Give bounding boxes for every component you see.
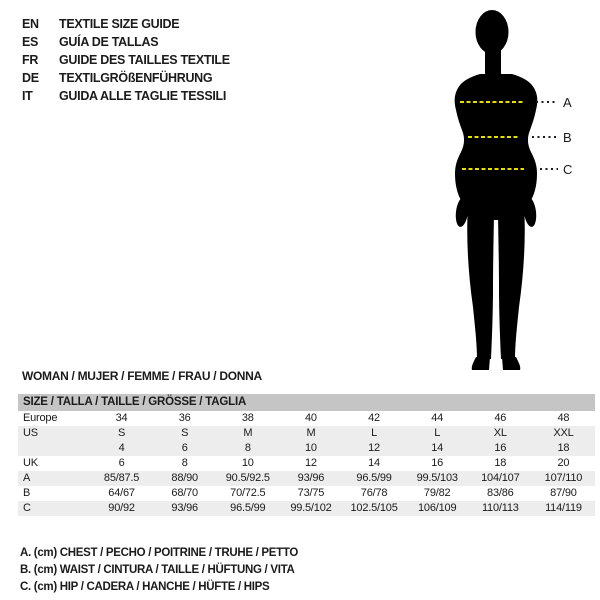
size-cell: L [371,427,378,439]
language-row [22,87,230,105]
silhouette-right-leg [498,202,525,359]
table-row-chest [18,471,595,486]
language-list [22,15,230,105]
size-cell: L [434,427,441,439]
size-cell: 44 [431,412,444,424]
size-cell: 10 [305,442,317,454]
size-cell: 34 [115,412,128,424]
language-label: GUIDA ALLE TAGLIE TESSILI [59,89,227,103]
table-row-us-letters [18,426,595,441]
size-cell: 68/70 [171,487,198,499]
row-label: UK [23,457,38,469]
language-code: EN [22,17,39,31]
size-cell: 73/75 [297,487,325,499]
size-cell: 93/96 [297,472,325,484]
language-code: IT [22,89,33,103]
size-cell: XL [493,427,507,439]
language-row [22,15,230,33]
size-cell: 10 [241,457,254,469]
table-row-europe [18,411,595,426]
woman-silhouette-figure [420,2,600,374]
marker-label-b: B [563,130,572,145]
size-cell: 90/92 [108,502,135,514]
row-label [18,441,90,456]
legend-line-waist: B. (cm) WAIST / CINTURA / TAILLE / HÜFTUNG / VITA [20,564,295,576]
size-cell: 96.5/99 [230,502,266,514]
size-cell: 79/82 [423,487,451,499]
size-cell: 18 [557,442,570,454]
size-cell: 104/107 [481,472,520,484]
size-cell: 46 [494,412,507,424]
size-cell: M [306,427,316,439]
size-cell: 8 [244,442,251,454]
measurement-legend [20,545,298,596]
size-cell: 83/86 [487,487,514,499]
language-row [22,69,230,87]
size-cell: 107/110 [544,472,583,484]
size-cell: 8 [181,457,188,469]
silhouette-right-foot [502,357,520,370]
section-title: WOMAN / MUJER / FEMME / FRAU / DONNA [22,369,262,383]
size-cell: 99.5/102 [290,502,332,514]
language-row [22,51,230,69]
size-cell: 36 [178,412,191,424]
woman-silhouette [420,2,600,374]
size-cell: 70/72.5 [230,487,266,499]
silhouette-neck [485,44,501,76]
language-label: TEXTILGRÖßENFÜHRUNG [59,71,213,85]
table-row-hip [18,501,595,516]
row-label: Europe [23,412,58,424]
size-cell: 90.5/92.5 [225,472,270,484]
row-label: A [23,472,31,484]
size-cell: 102.5/105 [350,502,398,514]
language-label: GUIDE DES TAILLES TEXTILE [59,53,230,67]
size-cell: 4 [118,442,125,454]
size-cell: 16 [431,457,444,469]
size-cell: 99.5/103 [416,472,458,484]
language-label: GUÍA DE TALLAS [59,35,159,49]
table-row-uk [18,456,595,471]
size-cell: 12 [368,442,380,454]
size-cell: 88/90 [171,472,198,484]
silhouette-left-leg [467,202,494,359]
language-code: DE [22,71,39,85]
size-cell: 18 [494,457,507,469]
row-label: B [23,487,31,499]
language-label: TEXTILE SIZE GUIDE [59,17,180,31]
silhouette-left-foot [472,357,490,370]
size-cell: 110/113 [481,502,519,514]
size-cell: 76/78 [360,487,388,499]
silhouette-torso [455,74,538,220]
size-cell: M [243,427,253,439]
size-table [18,394,595,516]
size-cell: 14 [368,457,380,469]
row-label: C [23,502,31,514]
size-cell: 48 [557,412,570,424]
size-cell: 106/109 [418,502,457,514]
table-row-us-numbers [18,441,595,456]
marker-label-a: A [563,95,572,110]
size-cell: 6 [181,442,188,454]
size-cell: 6 [118,457,125,469]
size-cell: S [117,427,126,439]
table-row-waist [18,486,595,501]
size-table-header: SIZE / TALLA / TAILLE / GRÖSSE / TAGLIA [18,394,595,411]
size-cell: 87/90 [550,487,577,499]
marker-label-c: C [563,162,573,177]
size-cell: 96.5/99 [356,472,392,484]
size-cell: 20 [557,457,570,469]
size-cell: 42 [368,412,380,424]
size-cell: 16 [494,442,507,454]
size-cell: 12 [305,457,317,469]
language-code: FR [22,53,39,67]
size-cell: 40 [305,412,317,424]
size-cell: 114/119 [545,502,582,514]
size-cell: 85/87.5 [103,472,140,484]
language-code: ES [22,35,39,49]
size-cell: 38 [241,412,254,424]
size-cell: S [181,427,189,439]
size-cell: 14 [431,442,444,454]
language-row [22,33,230,51]
size-cell: 64/67 [108,487,135,499]
row-label: US [23,427,38,439]
size-cell: XXL [553,427,574,439]
legend-line-chest: A. (cm) CHEST / PECHO / POITRINE / TRUHE / PETTO [20,547,299,559]
size-cell: 93/96 [171,502,198,514]
legend-line-hip: C. (cm) HIP / CADERA / HANCHE / HÜFTE / HIPS [20,581,270,593]
